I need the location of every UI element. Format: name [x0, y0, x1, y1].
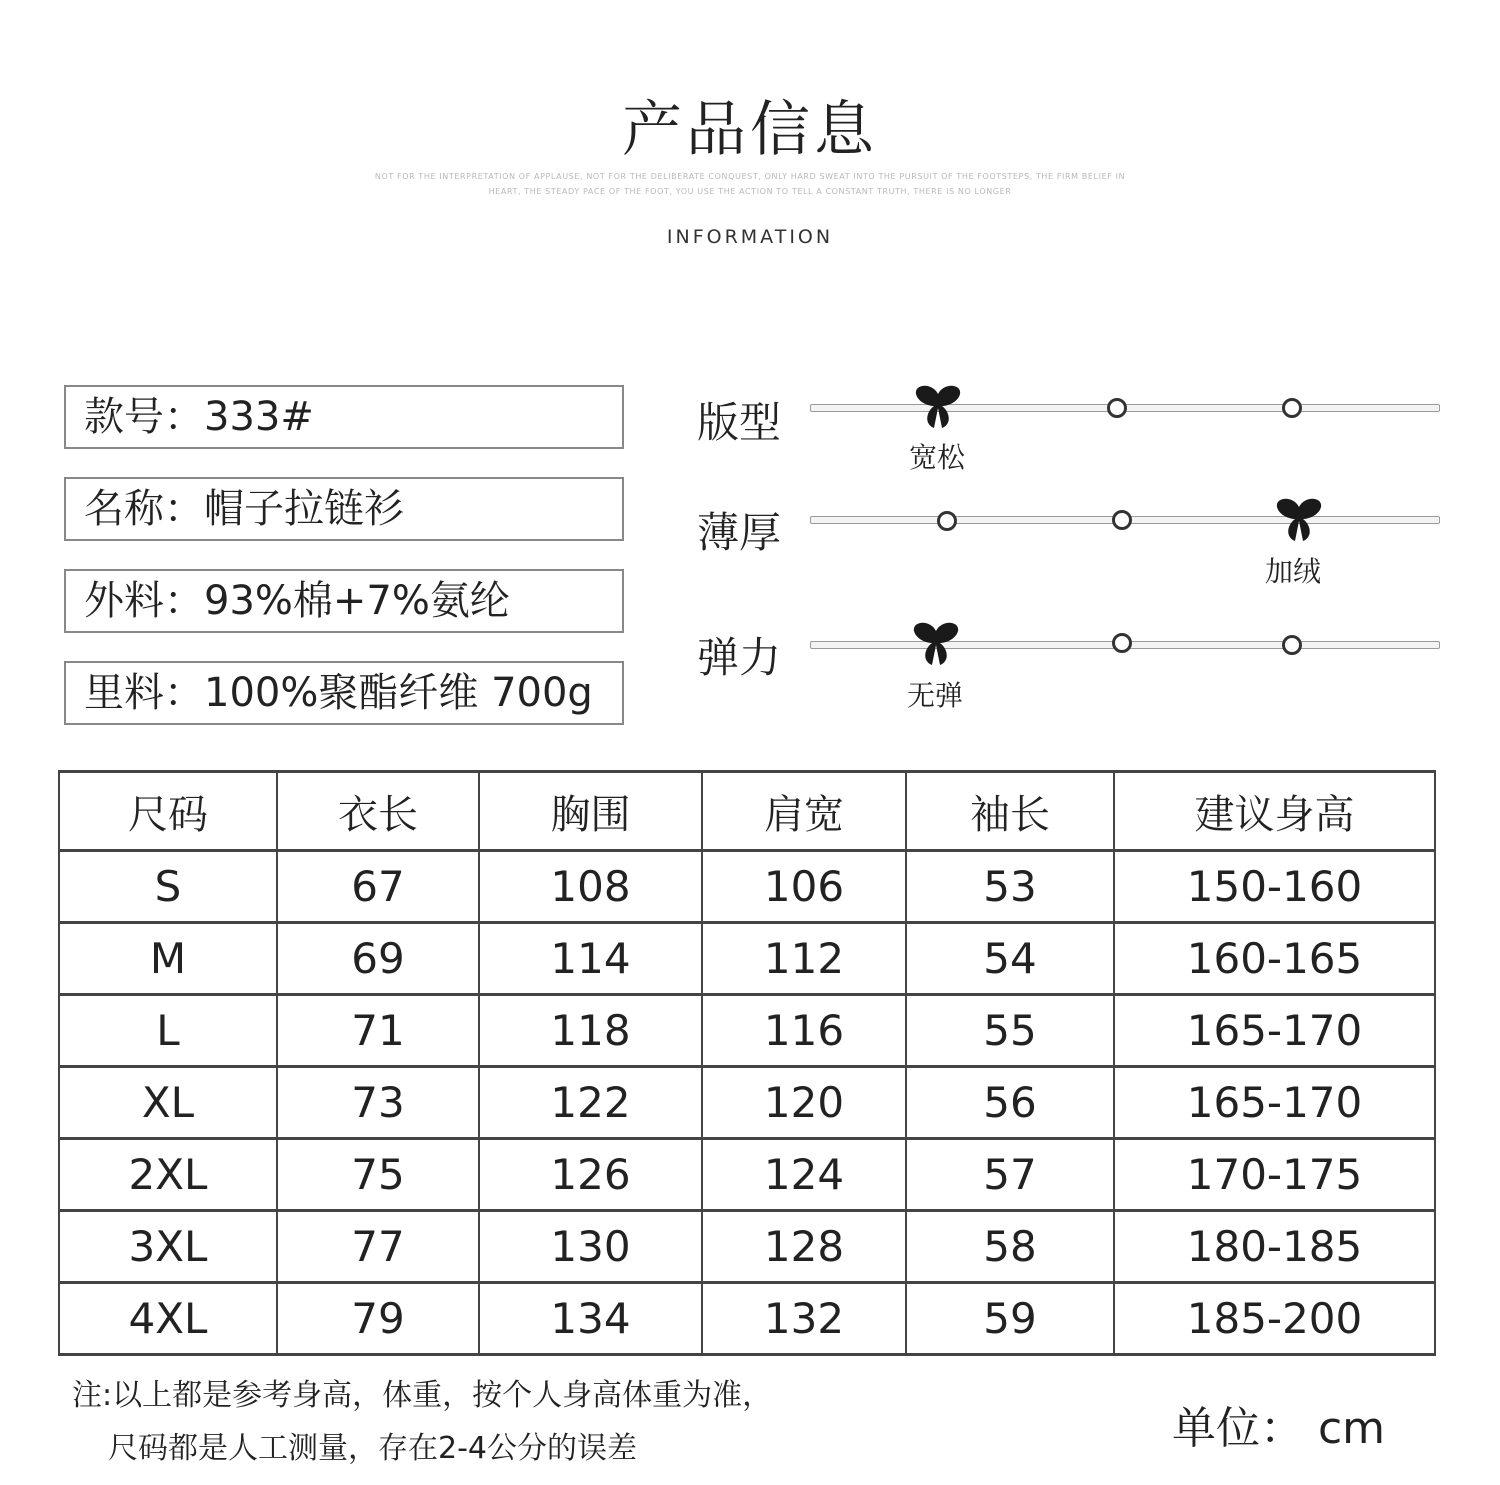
table-row — [58, 1068, 1436, 1140]
table-cell: 58 — [905, 1212, 1113, 1284]
butterfly-icon — [912, 384, 964, 430]
circle-icon — [1282, 398, 1302, 418]
table-row — [58, 1140, 1436, 1212]
table-cell: 55 — [905, 996, 1113, 1068]
rating-label-fit: 版型 — [697, 398, 782, 447]
rating-selected-elasticity: 无弹 — [907, 679, 964, 712]
table-cell: 150-160 — [1113, 852, 1436, 924]
unit-label: 单位： cm — [1172, 1403, 1386, 1454]
table-cell: 170-175 — [1113, 1140, 1436, 1212]
table-cell: S — [58, 852, 276, 924]
table-cell: 57 — [905, 1140, 1113, 1212]
spec-name: 名称：帽子拉链衫 — [64, 477, 624, 541]
col-header-shoulder: 肩宽 — [701, 770, 905, 852]
rating-selected-fit: 宽松 — [909, 441, 966, 474]
col-header-length: 衣长 — [276, 770, 478, 852]
table-cell: 116 — [701, 996, 905, 1068]
page-title: 产品信息 — [622, 95, 878, 165]
fine-print-line-1: NOT FOR THE INTERPRETATION OF APPLAUSE, NOT FOR THE DELIBERATE CONQUEST, ONLY HARD SWEAT INTO THE PURSUIT OF THE FOOTSTEPS, THE FIRM BELIEF IN — [374, 172, 1126, 181]
table-cell: 114 — [478, 924, 701, 996]
table-cell: XL — [58, 1068, 276, 1140]
table-cell: 79 — [276, 1284, 478, 1356]
circle-icon — [1112, 510, 1132, 530]
col-header-height: 建议身高 — [1113, 770, 1436, 852]
table-row — [58, 996, 1436, 1068]
col-header-size: 尺码 — [58, 770, 276, 852]
table-cell: 106 — [701, 852, 905, 924]
table-cell: M — [58, 924, 276, 996]
table-cell: 69 — [276, 924, 478, 996]
table-cell: 180-185 — [1113, 1212, 1436, 1284]
table-cell: 73 — [276, 1068, 478, 1140]
table-cell: 165-170 — [1113, 996, 1436, 1068]
rating-label-thickness: 薄厚 — [697, 508, 782, 557]
spec-lining: 里料：100%聚酯纤维 700g — [64, 661, 624, 725]
table-cell: 185-200 — [1113, 1284, 1436, 1356]
spec-style-no: 款号：333# — [64, 385, 624, 449]
circle-icon — [937, 511, 957, 531]
table-cell: 59 — [905, 1284, 1113, 1356]
circle-icon — [1282, 635, 1302, 655]
table-cell: 67 — [276, 852, 478, 924]
footnote-line-1: 注:以上都是参考身高，体重，按个人身高体重为准， — [72, 1378, 773, 1413]
spec-outer-fabric: 外料：93%棉+7%氨纶 — [64, 569, 624, 633]
table-header-row — [58, 770, 1436, 852]
circle-icon — [1112, 633, 1132, 653]
table-cell: 2XL — [58, 1140, 276, 1212]
butterfly-icon — [1273, 497, 1325, 543]
table-cell: 128 — [701, 1212, 905, 1284]
table-cell: 54 — [905, 924, 1113, 996]
table-cell: 71 — [276, 996, 478, 1068]
circle-icon — [1107, 398, 1127, 418]
rating-selected-thickness: 加绒 — [1265, 555, 1322, 588]
table-cell: 126 — [478, 1140, 701, 1212]
table-cell: 53 — [905, 852, 1113, 924]
rating-label-elasticity: 弹力 — [697, 633, 782, 682]
col-header-chest: 胸围 — [478, 770, 701, 852]
table-row — [58, 1212, 1436, 1284]
table-cell: 132 — [701, 1284, 905, 1356]
col-header-sleeve: 袖长 — [905, 770, 1113, 852]
table-cell: L — [58, 996, 276, 1068]
table-cell: 3XL — [58, 1212, 276, 1284]
table-cell: 4XL — [58, 1284, 276, 1356]
footnote-line-2: 尺码都是人工测量，存在2-4公分的误差 — [108, 1431, 637, 1466]
table-row — [58, 1284, 1436, 1356]
table-cell: 77 — [276, 1212, 478, 1284]
table-cell: 118 — [478, 996, 701, 1068]
table-row — [58, 924, 1436, 996]
table-cell: 112 — [701, 924, 905, 996]
table-cell: 134 — [478, 1284, 701, 1356]
info-subtitle: INFORMATION — [666, 226, 834, 248]
table-cell: 108 — [478, 852, 701, 924]
butterfly-icon — [910, 621, 962, 667]
table-cell: 122 — [478, 1068, 701, 1140]
table-cell: 165-170 — [1113, 1068, 1436, 1140]
fine-print-line-2: HEART, THE STEADY PACE OF THE FOOT, YOU USE THE ACTION TO TELL A CONSTANT TRUTH, THERE IS NO LONGER — [488, 187, 1012, 196]
table-cell: 120 — [701, 1068, 905, 1140]
table-cell: 56 — [905, 1068, 1113, 1140]
size-table — [58, 770, 1436, 1356]
table-row — [58, 852, 1436, 924]
table-cell: 75 — [276, 1140, 478, 1212]
table-cell: 124 — [701, 1140, 905, 1212]
table-cell: 130 — [478, 1212, 701, 1284]
table-cell: 160-165 — [1113, 924, 1436, 996]
